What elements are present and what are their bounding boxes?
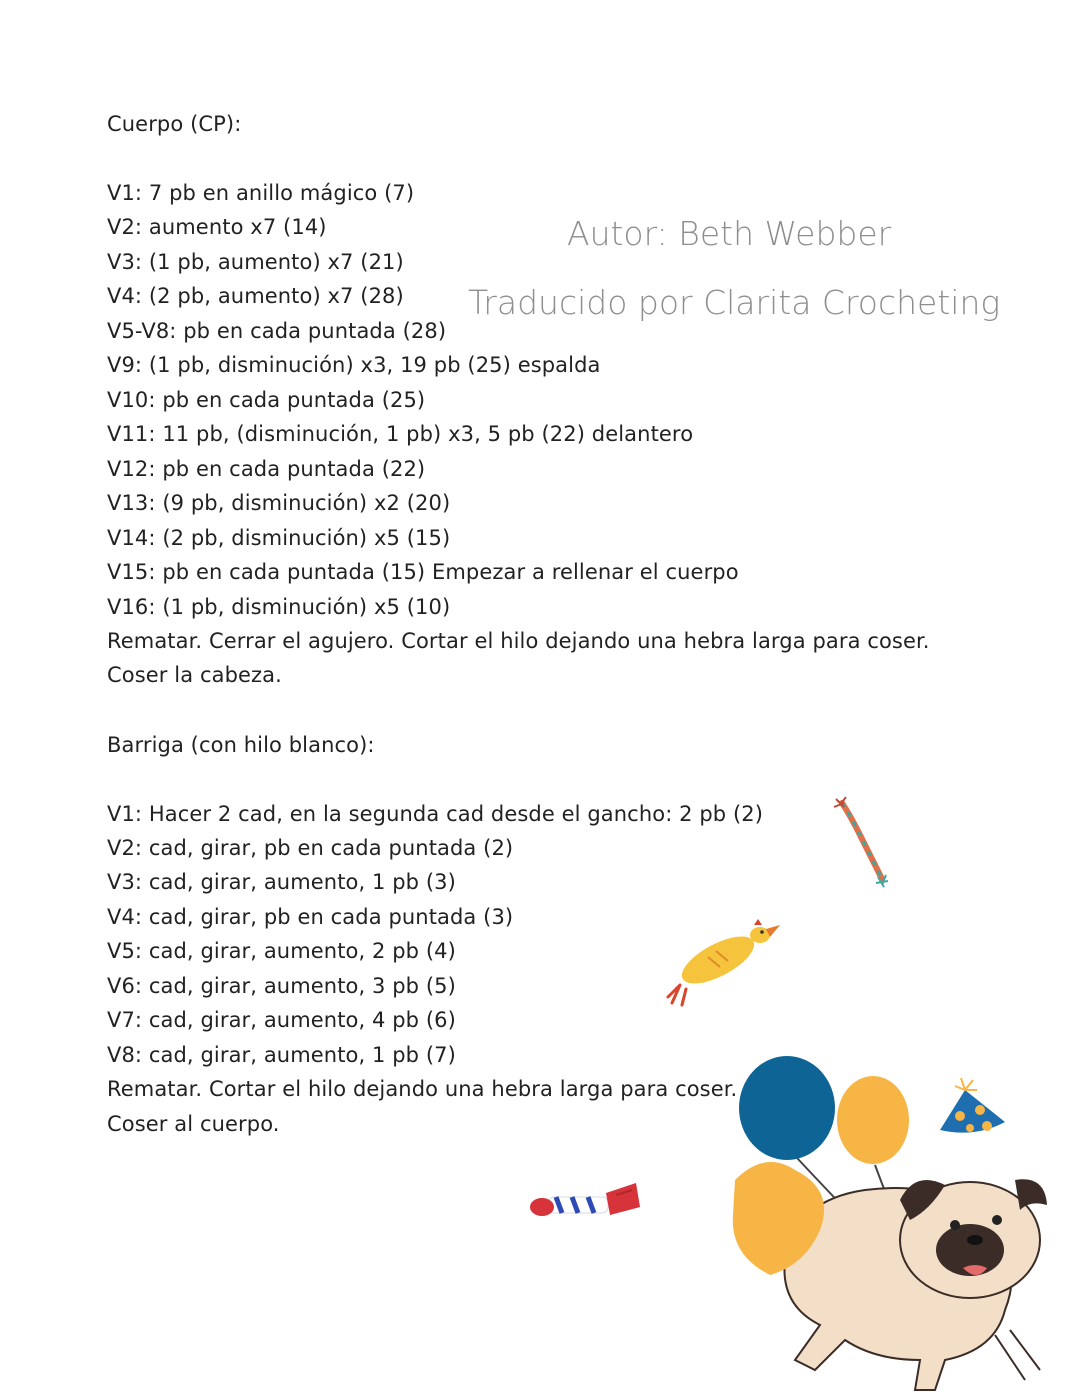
instruction-row: V16: (1 pb, disminución) x5 (10) <box>107 595 451 619</box>
instruction-row: V6: cad, girar, aumento, 3 pb (5) <box>107 974 456 998</box>
bone-toy-icon <box>528 1175 643 1230</box>
instruction-row: V2: aumento x7 (14) <box>107 215 327 239</box>
instruction-row: V10: pb en cada puntada (25) <box>107 388 426 412</box>
author-credit: Autor: Beth Webber <box>567 214 892 253</box>
instruction-row: V3: cad, girar, aumento, 1 pb (3) <box>107 870 456 894</box>
instruction-row: V4: (2 pb, aumento) x7 (28) <box>107 284 404 308</box>
section-heading-belly: Barriga (con hilo blanco): <box>107 733 375 757</box>
instruction-row: V4: cad, girar, pb en cada puntada (3) <box>107 905 514 929</box>
instruction-row: V13: (9 pb, disminución) x2 (20) <box>107 491 451 515</box>
instruction-row: Rematar. Cortar el hilo dejando una hebra larga para coser. <box>107 1077 738 1101</box>
instruction-row: V3: (1 pb, aumento) x7 (21) <box>107 250 404 274</box>
instruction-row: V5: cad, girar, aumento, 2 pb (4) <box>107 939 456 963</box>
instruction-row: V11: 11 pb, (disminución, 1 pb) x3, 5 pb (22) delantero <box>107 422 694 446</box>
rope-toy-icon <box>830 795 894 890</box>
instruction-row: V2: cad, girar, pb en cada puntada (2) <box>107 836 514 860</box>
instruction-row: V15: pb en cada puntada (15) Empezar a rellenar el cuerpo <box>107 560 739 584</box>
instruction-row: Coser la cabeza. <box>107 663 282 687</box>
instruction-row: V8: cad, girar, aumento, 1 pb (7) <box>107 1043 456 1067</box>
instruction-row: V14: (2 pb, disminución) x5 (15) <box>107 526 451 550</box>
instruction-row: V7: cad, girar, aumento, 4 pb (6) <box>107 1008 456 1032</box>
rubber-chicken-icon <box>658 915 788 1010</box>
instruction-row: Coser al cuerpo. <box>107 1112 280 1136</box>
translator-credit: Traducido por Clarita Crocheting <box>468 283 1001 322</box>
section-heading-body: Cuerpo (CP): <box>107 112 242 136</box>
instruction-row: V5-V8: pb en cada puntada (28) <box>107 319 447 343</box>
instruction-row: V1: 7 pb en anillo mágico (7) <box>107 181 415 205</box>
pug-with-balloons-illustration <box>725 1050 1055 1395</box>
instruction-row: Rematar. Cerrar el agujero. Cortar el hilo dejando una hebra larga para coser. <box>107 629 930 653</box>
instruction-row: V9: (1 pb, disminución) x3, 19 pb (25) espalda <box>107 353 601 377</box>
instruction-row: V12: pb en cada puntada (22) <box>107 457 426 481</box>
instruction-row: V1: Hacer 2 cad, en la segunda cad desde el gancho: 2 pb (2) <box>107 802 764 826</box>
